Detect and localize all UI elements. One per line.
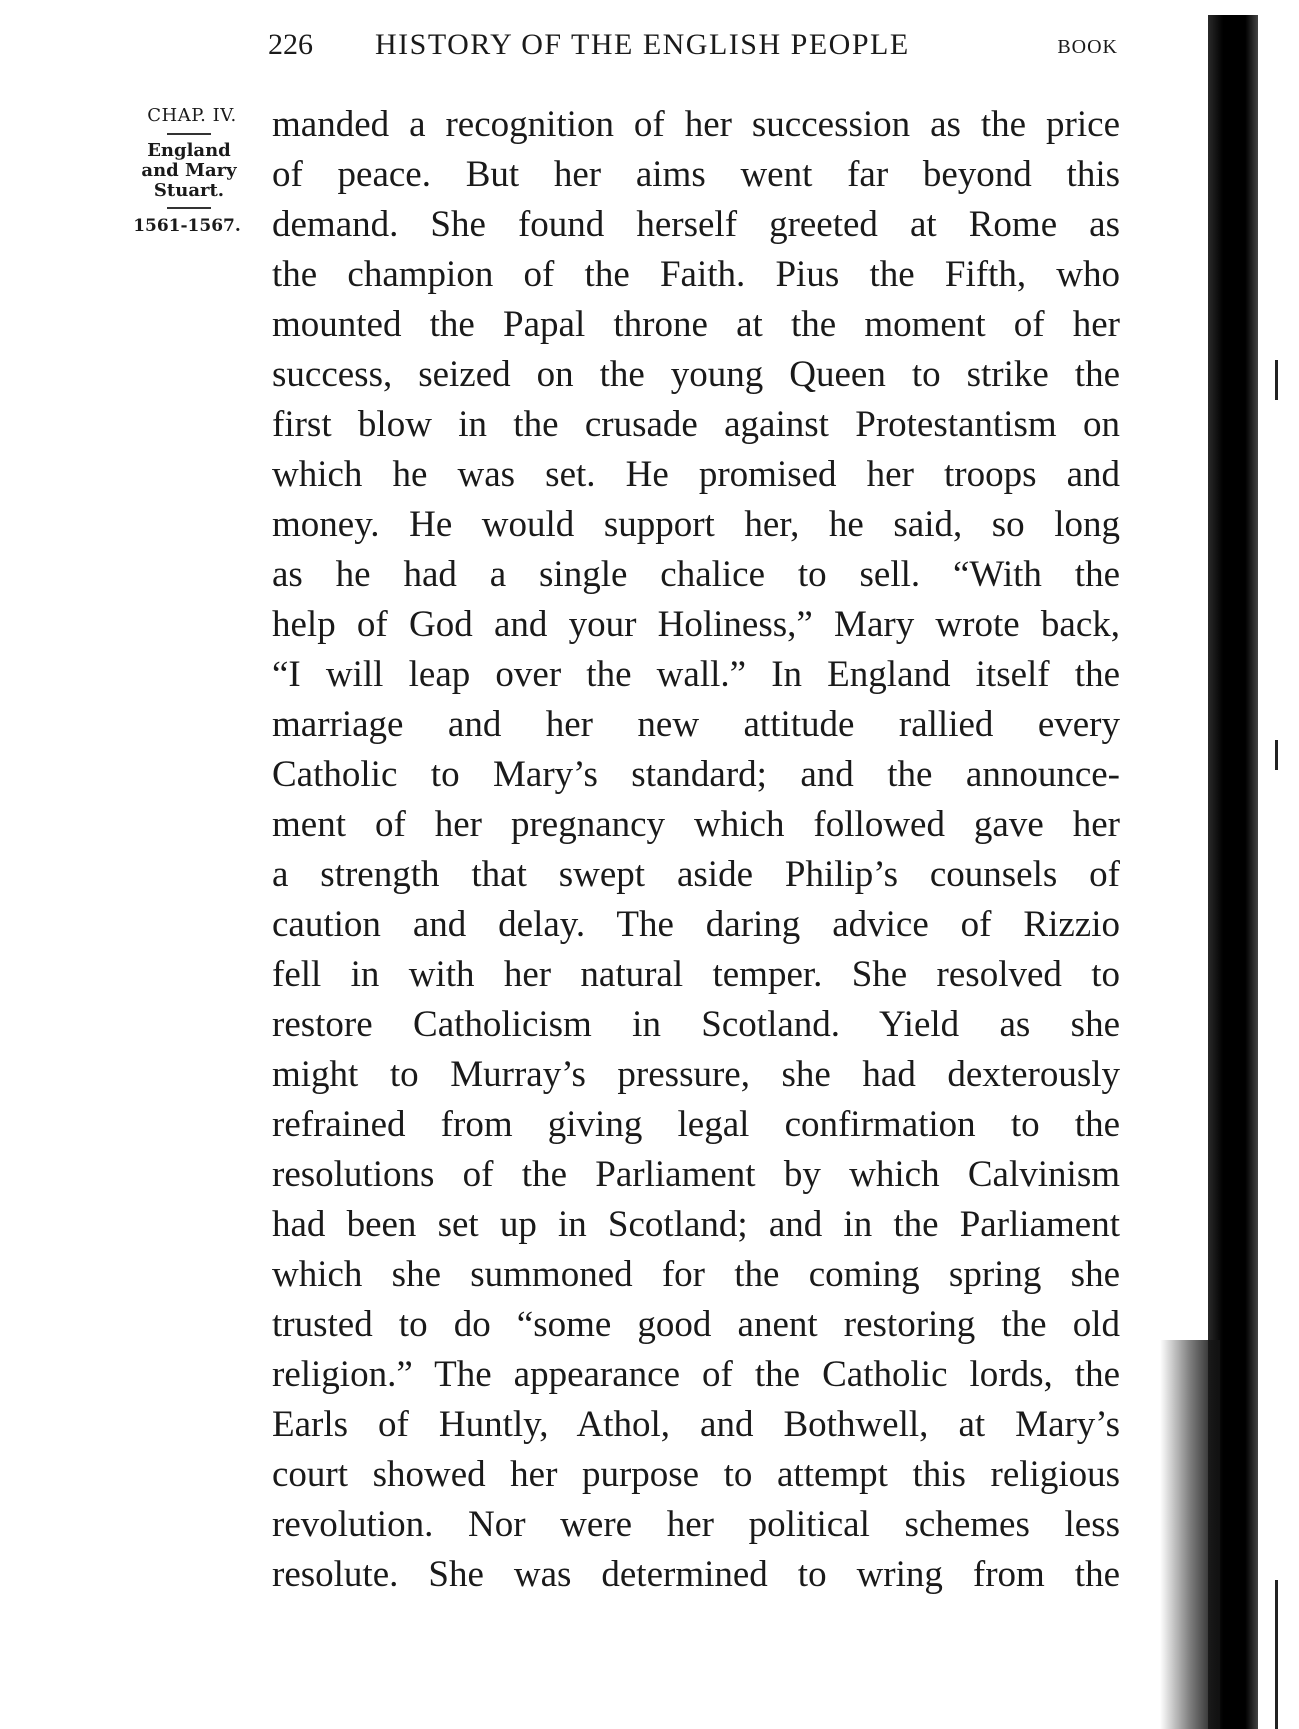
text-line: religion.” The appearance of the Catholic lords, the (272, 1354, 1120, 1395)
text-line: the champion of the Faith. Pius the Fifth, who (272, 254, 1120, 295)
text-line: of peace. But her aims went far beyond this (272, 154, 1120, 195)
text-line: mounted the Papal throne at the moment of her (272, 304, 1120, 345)
running-header (268, 28, 1118, 68)
margin-rule (167, 207, 211, 209)
text-line: demand. She found herself greeted at Rome as (272, 204, 1120, 245)
page-edge-line (1275, 1580, 1278, 1729)
side-topic-line: England (147, 140, 231, 161)
text-line: trusted to do “some good anent restoring the old (272, 1304, 1120, 1345)
text-line: “I will leap over the wall.” In England itself the (272, 654, 1120, 695)
text-line: had been set up in Scotland; and in the Parliament (272, 1204, 1120, 1245)
book-label: BOOK (1057, 36, 1118, 58)
text-line: which she summoned for the coming spring she (272, 1254, 1120, 1295)
text-line: Catholic to Mary’s standard; and the announce- (272, 754, 1120, 795)
page-number: 226 (268, 28, 313, 61)
date-range: 1561-1567. (133, 216, 241, 236)
text-line: restore Catholicism in Scotland. Yield as she (272, 1004, 1120, 1045)
text-line: Earls of Huntly, Athol, and Bothwell, at Mary’s (272, 1404, 1120, 1445)
text-line: fell in with her natural temper. She resolved to (272, 954, 1120, 995)
side-topic-line: Stuart. (153, 180, 225, 201)
page-edge-line (1275, 740, 1278, 770)
side-topic (124, 141, 254, 201)
text-line: success, seized on the young Queen to strike the (272, 354, 1120, 395)
text-line: help of God and your Holiness,” Mary wrote back, (272, 604, 1120, 645)
text-line: marriage and her new attitude rallied every (272, 704, 1120, 745)
side-topic-line: and Mary (141, 160, 237, 181)
page-edge-line (1275, 360, 1278, 400)
text-line: resolutions of the Parliament by which Calvinism (272, 1154, 1120, 1195)
text-line: first blow in the crusade against Protestantism on (272, 404, 1120, 445)
text-line: ment of her pregnancy which followed gave her (272, 804, 1120, 845)
text-line: money. He would support her, he said, so long (272, 504, 1120, 545)
text-line: refrained from giving legal confirmation to the (272, 1104, 1120, 1145)
text-line: revolution. Nor were her political schemes less (272, 1504, 1120, 1545)
text-line: resolute. She was determined to wring from the (272, 1554, 1120, 1595)
margin-rule (167, 133, 211, 135)
text-line: as he had a single chalice to sell. “With the (272, 554, 1120, 595)
chapter-label: CHAP. IV. (147, 105, 237, 126)
text-line: which he was set. He promised her troops and (272, 454, 1120, 495)
text-line: manded a recognition of her succession as the price (272, 104, 1120, 145)
text-line: a strength that swept aside Philip’s counsels of (272, 854, 1120, 895)
margin-notes (124, 105, 254, 237)
body-text (272, 100, 1120, 1600)
page-edge-shadow-lower (1160, 1340, 1220, 1729)
running-title: HISTORY OF THE ENGLISH PEOPLE (375, 28, 910, 61)
text-line: court showed her purpose to attempt this religious (272, 1454, 1120, 1495)
text-line: caution and delay. The daring advice of Rizzio (272, 904, 1120, 945)
text-line: might to Murray’s pressure, she had dexterously (272, 1054, 1120, 1095)
